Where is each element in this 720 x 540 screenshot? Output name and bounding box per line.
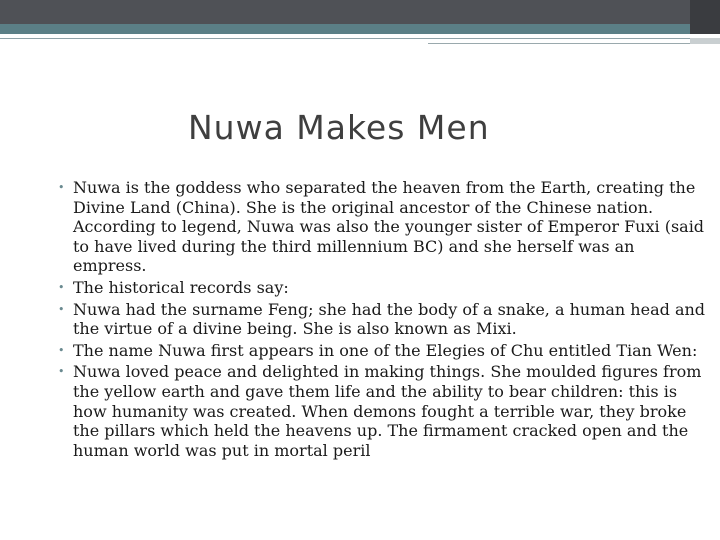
header-divider-line [0,38,690,39]
header-bar-teal [0,24,690,34]
bullet-icon: • [58,280,65,294]
bullet-icon: • [58,302,65,316]
bullet-icon: • [58,343,65,357]
bullet-item [0,178,710,276]
bullet-item [0,362,710,460]
bullet-icon: • [58,181,65,194]
bullet-icon: • [58,365,65,379]
bullet-text: Nuwa had the surname Feng; she had the body of a snake, a human head and the virtue of a divine being. She is also known as Mixi. [73,299,706,339]
bullet-text: The name Nuwa first appears in one of the Elegies of Chu entitled Tian Wen: [73,340,698,360]
header-corner-accent [690,38,720,44]
header-bar-corner [690,0,720,34]
bullet-text: Nuwa is the goddess who separated the heaven from the Earth, creating the Divine Land (China). She is the original ancestor of the Chinese nation. According to legend, Nuwa was also the younger sister of Emperor Fuxi (said to have lived during the third millennium BC) and she herself was an empress. [73,178,705,276]
slide-title: Nuwa Makes Men [188,108,490,147]
bullet-item [0,278,710,298]
bullet-item [0,341,710,361]
bullet-text: Nuwa loved peace and delighted in making things. She moulded figures from the yellow earth and gave them life and the ability to bear children: this is how humanity was created. When demons fought a terrible war, they broke the pillars which held the heavens up. The firmament cracked open and the human world was put in mortal peril [73,362,702,460]
header-bar-dark [0,0,690,24]
bullet-item [0,300,710,339]
bullet-text: The historical records say: [73,277,289,297]
header-accent-line [428,43,690,44]
bullet-list [0,178,710,462]
